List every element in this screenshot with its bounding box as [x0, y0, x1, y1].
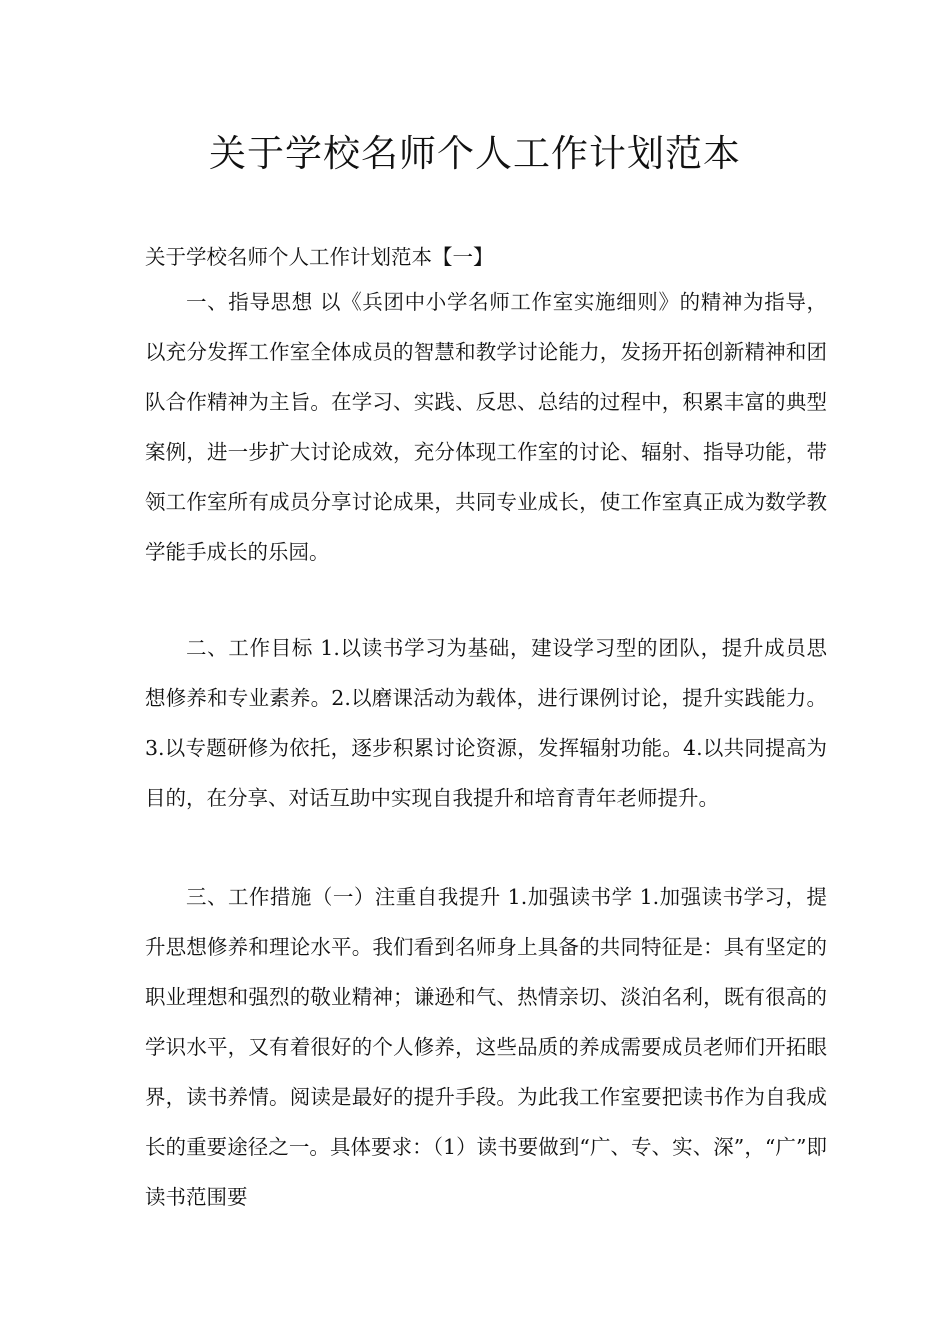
document-title: 关于学校名师个人工作计划范本	[209, 132, 741, 175]
paragraph-guiding-ideology: 一、指导思想 以《兵团中小学名师工作室实施细则》的精神为指导，以充分发挥工作室全体成员的智慧和教学讨论能力，发扬开拓创新精神和团队合作精神为主旨。在学习、实践、反思、总结的过程中，积累丰富的典型案例，进一步扩大讨论成效，充分体现工作室的讨论、辐射、指导功能，带领工作室所有成员分享讨论成果，共同专业成长，使工作室真正成为数学教学能手成长的乐园。	[145, 290, 827, 564]
section-heading: 关于学校名师个人工作计划范本【一】	[145, 245, 494, 269]
paragraph-work-goals: 二、工作目标 1.以读书学习为基础，建设学习型的团队，提升成员思想修养和专业素养。2.以磨课活动为载体，进行课例讨论，提升实践能力。3.以专题研修为依托，逐步积累讨论资源，发挥辐射功能。4.以共同提高为目的，在分享、对话互助中实现自我提升和培育青年老师提升。	[145, 636, 827, 810]
paragraph-work-measures: 三、工作措施（一）注重自我提升 1.加强读书学 1.加强读书学习，提升思想修养和理论水平。我们看到名师身上具备的共同特征是：具有坚定的职业理想和强烈的敬业精神；谦逊和气、热情亲切、淡泊名利，既有很高的学识水平，又有着很好的个人修养，这些品质的养成需要成员老师们开拓眼界，读书养情。阅读是最好的提升手段。为此我工作室要把读书作为自我成长的重要途径之一。具体要求：（1）读书要做到“广、专、实、深”，“广”即读书范围要	[145, 885, 827, 1209]
